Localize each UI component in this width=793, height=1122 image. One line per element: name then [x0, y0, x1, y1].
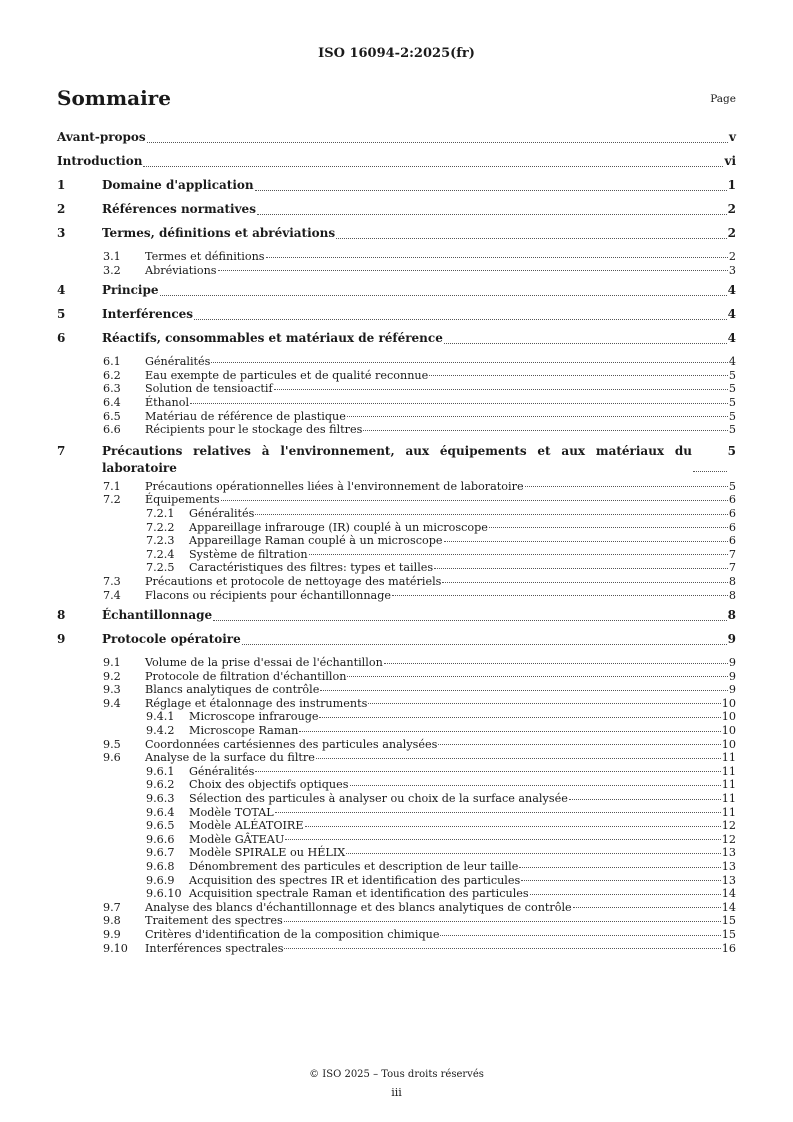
dot-leader [320, 689, 728, 691]
toc-entry-number: 9.6.4 [146, 805, 175, 819]
toc-entry-number: 9.6.8 [146, 860, 175, 873]
toc-entry-label: Modèle GÂTEAU [189, 832, 285, 846]
toc-entry[interactable] [57, 369, 736, 383]
toc-entry-label: Modèle SPIRALE ou HÉLIX [189, 846, 346, 860]
toc-entry-label: Traitement des spectres [145, 914, 283, 928]
page-title: Sommaire [57, 86, 171, 110]
dot-leader [525, 485, 728, 487]
toc-entry-page: 4 [728, 355, 736, 369]
toc-entry[interactable] [57, 423, 736, 437]
toc-entry-number: 6.3 [103, 382, 121, 396]
toc-entry-number: 9.3 [103, 683, 121, 697]
toc-entry-number: 3.1 [103, 250, 121, 263]
toc-entry[interactable] [57, 307, 736, 331]
toc-entry-page: 11 [721, 764, 736, 778]
toc-entry-number: 7.2 [103, 493, 121, 507]
toc-entry-label: Microscope infrarouge [189, 710, 319, 724]
toc-entry[interactable] [57, 942, 736, 956]
toc-entry-number: 8 [57, 608, 66, 623]
dot-leader [519, 866, 720, 868]
dot-leader [147, 141, 728, 143]
toc-entry-page: 13 [721, 860, 736, 873]
toc-entry[interactable] [57, 632, 736, 656]
toc-entry-label: Acquisition spectrale Raman et identification des particules [189, 887, 529, 901]
toc-entry[interactable] [57, 226, 736, 250]
dot-leader [194, 318, 727, 320]
toc-entry-page: 5 [728, 382, 736, 396]
toc-entry-number: 7 [57, 443, 66, 458]
toc-entry-number: 7.1 [103, 479, 121, 493]
dot-leader [160, 294, 727, 296]
toc-entry-label: Protocole opératoire [102, 632, 241, 647]
toc-entry-page: 6 [728, 520, 736, 534]
toc-entry-number: 7.2.4 [146, 547, 175, 561]
toc-entry-page: 13 [721, 873, 736, 887]
toc-entry[interactable] [57, 901, 736, 915]
dot-leader [368, 702, 720, 704]
toc-entry-number: 9.6 [103, 751, 121, 765]
dot-leader [218, 269, 728, 271]
dot-leader [316, 757, 721, 759]
toc-entry-label: Récipients pour le stockage des filtres [145, 423, 363, 437]
document-id-header: ISO 16094-2:2025(fr) [318, 46, 475, 61]
toc-entry-label: Matériau de référence de plastique [145, 409, 346, 423]
toc-entry-page: 4 [727, 331, 736, 346]
toc-entry[interactable] [57, 130, 736, 154]
toc-entry-number: 9.6.6 [146, 832, 175, 846]
toc-entry[interactable] [57, 250, 736, 264]
toc-entry[interactable] [57, 928, 736, 942]
toc-entry[interactable] [57, 751, 736, 765]
dot-leader [442, 581, 727, 583]
dot-leader [569, 798, 721, 800]
dot-leader [350, 784, 721, 786]
toc-entry-label: Échantillonnage [102, 608, 213, 623]
dot-leader [440, 934, 720, 936]
toc-entry-label: Choix des objectifs optiques [189, 778, 349, 792]
dot-leader [213, 619, 726, 621]
toc-entry-page: 5 [728, 395, 736, 409]
toc-entry-label: Termes et définitions [145, 250, 265, 263]
toc-entry-page: 6 [728, 493, 736, 507]
toc-entry[interactable] [57, 443, 736, 480]
toc-entry[interactable] [57, 480, 736, 494]
toc-entry-page: 6 [728, 506, 736, 520]
toc-entry-label: Protocole de filtration d'échantillon [145, 669, 347, 683]
toc-entry-page: 10 [721, 696, 736, 710]
dot-leader [284, 947, 720, 949]
toc-entry[interactable] [57, 355, 736, 369]
toc-entry-page: 9 [728, 669, 736, 683]
toc-entry-number: 9.6.7 [146, 846, 175, 860]
toc-entry-page: 9 [728, 656, 736, 670]
toc-entry-number: 9.6.5 [146, 819, 175, 833]
toc-entry-label: Eau exempte de particules et de qualité reconnue [145, 368, 429, 382]
dot-leader [266, 256, 728, 258]
toc-entry-label: Coordonnées cartésiennes des particules analysées [145, 737, 438, 751]
dot-leader [444, 342, 727, 344]
toc-entry-page: 9 [727, 632, 736, 647]
toc-entry-number: 9.4.1 [146, 710, 175, 724]
toc-entry-number: 6.1 [103, 355, 121, 369]
toc-entry-number: 7.2.2 [146, 520, 175, 534]
toc-entry-number: 3.2 [103, 263, 121, 277]
toc-entry[interactable] [57, 178, 736, 202]
toc-entry-label: Flacons ou récipients pour échantillonnage [145, 588, 391, 602]
toc-entry-label: Domaine d'application [102, 178, 254, 192]
toc-entry-page: 2 [727, 202, 736, 216]
toc-entry-number: 9.8 [103, 914, 121, 928]
toc-entry-label: Volume de la prise d'essai de l'échantillon [145, 656, 383, 670]
dot-leader [255, 770, 720, 772]
dot-leader [693, 470, 727, 472]
toc-entry-page: 16 [721, 941, 736, 955]
toc-entry-label: Modèle ALÉATOIRE [189, 819, 304, 833]
dot-leader [242, 643, 727, 645]
toc-entry-page: 2 [727, 226, 736, 240]
toc-entry-page: 8 [728, 588, 736, 602]
toc-entry-label: Principe [102, 283, 159, 298]
dot-leader [392, 594, 728, 596]
dot-leader [319, 716, 720, 718]
toc-entry-page: 14 [721, 887, 736, 901]
toc-entry-page: 11 [721, 778, 736, 792]
toc-entry-label: Réactifs, consommables et matériaux de référence [102, 331, 443, 346]
toc-entry-number: 6.4 [103, 395, 121, 409]
dot-leader [255, 513, 727, 515]
toc-entry[interactable] [57, 283, 736, 307]
dot-leader [211, 361, 727, 363]
toc-entry-number: 3 [57, 226, 66, 240]
dot-leader [347, 415, 728, 417]
toc-entry-label: Précautions relatives à l'environnement, aux équipements et aux matériaux du laboratoire [102, 443, 692, 475]
toc-entry-page: v [729, 130, 736, 144]
dot-leader [530, 893, 721, 895]
toc-entry[interactable] [57, 765, 736, 779]
toc-entry[interactable] [57, 697, 736, 711]
dot-leader [255, 189, 727, 191]
toc-entry-label: Critères d'identification de la composition chimique [145, 927, 440, 941]
toc-entry-page: 5 [727, 443, 736, 458]
toc-entry[interactable] [57, 656, 736, 670]
toc-entry-number: 9.10 [103, 941, 128, 955]
toc-entry[interactable] [57, 738, 736, 752]
toc-entry-number: 9.9 [103, 927, 121, 941]
toc-entry[interactable] [57, 710, 736, 724]
toc-entry-number: 9.2 [103, 669, 121, 683]
dot-leader [285, 838, 720, 840]
toc-entry[interactable] [57, 670, 736, 684]
dot-leader [444, 540, 728, 542]
toc-entry-label: Généralités [189, 764, 255, 778]
toc-entry-number: 7.2.1 [146, 506, 175, 520]
toc-entry[interactable] [57, 575, 736, 589]
toc-entry[interactable] [57, 683, 736, 697]
toc-entry-page: 10 [721, 724, 736, 738]
toc-entry-number: 2 [57, 202, 66, 216]
toc-entry-page: 9 [728, 683, 736, 697]
toc-entry[interactable] [57, 778, 736, 792]
toc-entry-page: 11 [721, 751, 736, 765]
toc-entry[interactable] [57, 819, 736, 833]
toc-entry[interactable] [57, 792, 736, 806]
toc-entry-number: 7.2.5 [146, 561, 175, 575]
dot-leader [438, 743, 720, 745]
toc-entry-number: 6.6 [103, 423, 121, 437]
footer-page-number: iii [391, 1086, 402, 1099]
toc-entry-label: Généralités [145, 355, 211, 369]
toc-entry-label: Analyse des blancs d'échantillonnage et des blancs analytiques de contrôle [145, 900, 572, 914]
toc-entry-label: Caractéristiques des filtres: types et tailles [189, 561, 434, 575]
toc-entry-page: 5 [728, 479, 736, 493]
toc-entry-label: Solution de tensioactif [145, 382, 273, 396]
dot-leader [221, 499, 728, 501]
toc-entry-page: 2 [728, 250, 736, 263]
toc-entry-number: 5 [57, 307, 66, 322]
dot-leader [489, 526, 728, 528]
toc-entry-label: Dénombrement des particules et description de leur taille [189, 860, 519, 873]
toc-entry-label: Appareillage infrarouge (IR) couplé à un microscope [189, 520, 488, 534]
toc-entry[interactable] [57, 561, 736, 575]
toc-entry-page: 4 [727, 307, 736, 322]
toc-entry[interactable] [57, 589, 736, 603]
toc-entry-label: Analyse de la surface du filtre [145, 751, 315, 765]
toc-entry[interactable] [57, 154, 736, 178]
toc-entry-page: 5 [728, 423, 736, 437]
toc-entry-page: 5 [728, 409, 736, 423]
toc-entry-page: 12 [721, 819, 736, 833]
toc-entry-page: 3 [728, 263, 736, 277]
toc-entry[interactable] [57, 887, 736, 901]
toc-entry[interactable] [57, 914, 736, 928]
toc-entry-label: Système de filtration [189, 547, 308, 561]
toc-entry-page: 12 [721, 832, 736, 846]
toc-entry[interactable] [57, 846, 736, 860]
toc-entry-page: 7 [728, 561, 736, 575]
toc-entry-label: Modèle TOTAL [189, 805, 274, 819]
dot-leader [347, 675, 727, 677]
toc-entry-page: 8 [727, 608, 736, 623]
toc-entry-page: 11 [721, 805, 736, 819]
toc-entry-number: 9.7 [103, 900, 121, 914]
toc-entry-number: 9.1 [103, 656, 121, 670]
toc-entry-label: Termes, définitions et abréviations [102, 226, 336, 240]
copyright-footer: © ISO 2025 – Tous droits réservés [309, 1069, 484, 1080]
toc-entry-page: 5 [728, 368, 736, 382]
toc-entry[interactable] [57, 493, 736, 507]
toc-entry-page: 7 [728, 547, 736, 561]
toc-entry-label: Références normatives [102, 202, 256, 216]
dot-leader [275, 811, 721, 813]
toc-entry-number: 9.6.9 [146, 873, 175, 887]
toc-entry-label: Généralités [189, 506, 255, 520]
toc-entry-label: Introduction [57, 154, 143, 168]
toc-entry-label: Éthanol [145, 395, 190, 409]
dot-leader [363, 429, 728, 431]
toc-entry[interactable] [57, 806, 736, 820]
toc-entry-number: 6.5 [103, 409, 121, 423]
toc-entry-number: 7.3 [103, 574, 121, 588]
toc-entry-label: Équipements [145, 493, 220, 507]
toc-entry-page: 10 [721, 710, 736, 724]
dot-leader [309, 553, 728, 555]
toc-entry-label: Avant-propos [57, 130, 146, 144]
toc-entry[interactable] [57, 264, 736, 278]
dot-leader [190, 402, 728, 404]
toc-entry[interactable] [57, 396, 736, 410]
toc-entry-page: 15 [721, 927, 736, 941]
toc-entry[interactable] [57, 860, 736, 874]
toc-entry[interactable] [57, 833, 736, 847]
toc-entry[interactable] [57, 724, 736, 738]
toc-entry-number: 6.2 [103, 368, 121, 382]
toc-entry-page: vi [724, 154, 736, 168]
toc-entry-label: Réglage et étalonnage des instruments [145, 696, 368, 710]
toc-entry-number: 6 [57, 331, 66, 346]
dot-leader [274, 388, 728, 390]
toc-entry-number: 9.6.3 [146, 792, 175, 806]
title-row [57, 86, 736, 112]
dot-leader [346, 852, 721, 854]
toc-entry-page: 6 [728, 534, 736, 548]
dot-leader [257, 213, 727, 215]
toc-entry-page: 11 [721, 792, 736, 806]
toc-entry-number: 9 [57, 632, 66, 647]
toc-entry-number: 7.4 [103, 588, 121, 602]
toc-entry-number: 9.6.10 [146, 887, 182, 901]
dot-leader [305, 825, 721, 827]
toc-entry[interactable] [57, 521, 736, 535]
dot-leader [336, 237, 727, 239]
toc-entry[interactable] [57, 534, 736, 548]
toc-entry-page: 13 [721, 846, 736, 860]
dot-leader [299, 730, 720, 732]
toc-entry[interactable] [57, 410, 736, 424]
dot-leader [429, 374, 728, 376]
dot-leader [573, 906, 721, 908]
toc-entry-label: Appareillage Raman couplé à un microscope [189, 534, 443, 548]
table-of-contents [57, 130, 736, 955]
toc-entry-number: 9.6.2 [146, 778, 175, 792]
toc-entry-label: Blancs analytiques de contrôle [145, 683, 320, 697]
toc-entry-page: 15 [721, 914, 736, 928]
toc-entry-label: Précautions et protocole de nettoyage des matériels [145, 574, 442, 588]
toc-entry-page: 1 [727, 178, 736, 192]
toc-entry-number: 7.2.3 [146, 534, 175, 548]
toc-entry-number: 9.4.2 [146, 724, 175, 738]
toc-entry-page: 8 [728, 574, 736, 588]
toc-entry-label: Interférences spectrales [145, 941, 284, 955]
toc-entry[interactable] [57, 202, 736, 226]
toc-entry-page: 14 [721, 900, 736, 914]
dot-leader [284, 920, 721, 922]
toc-entry[interactable] [57, 331, 736, 355]
toc-entry-label: Microscope Raman [189, 724, 299, 738]
toc-entry-label: Acquisition des spectres IR et identification des particules [189, 873, 521, 887]
toc-entry[interactable] [57, 608, 736, 632]
toc-entry-page: 4 [727, 283, 736, 298]
page-column-label: Page [710, 93, 736, 105]
toc-entry-label: Abréviations [145, 263, 217, 277]
toc-entry-page: 10 [721, 737, 736, 751]
toc-entry-label: Interférences [102, 307, 194, 322]
toc-entry[interactable] [57, 507, 736, 521]
toc-entry-number: 1 [57, 178, 66, 192]
toc-entry-number: 9.6.1 [146, 764, 175, 778]
toc-entry-number: 4 [57, 283, 66, 298]
dot-leader [521, 879, 721, 881]
toc-entry[interactable] [57, 874, 736, 888]
toc-entry[interactable] [57, 382, 736, 396]
toc-entry[interactable] [57, 548, 736, 562]
toc-entry-number: 9.5 [103, 737, 121, 751]
dot-leader [434, 567, 728, 569]
toc-entry-label: Sélection des particules à analyser ou choix de la surface analysée [189, 792, 568, 806]
dot-leader [143, 165, 723, 167]
dot-leader [384, 662, 728, 664]
toc-entry-number: 9.4 [103, 696, 121, 710]
toc-entry-label: Précautions opérationnelles liées à l'environnement de laboratoire [145, 479, 524, 493]
